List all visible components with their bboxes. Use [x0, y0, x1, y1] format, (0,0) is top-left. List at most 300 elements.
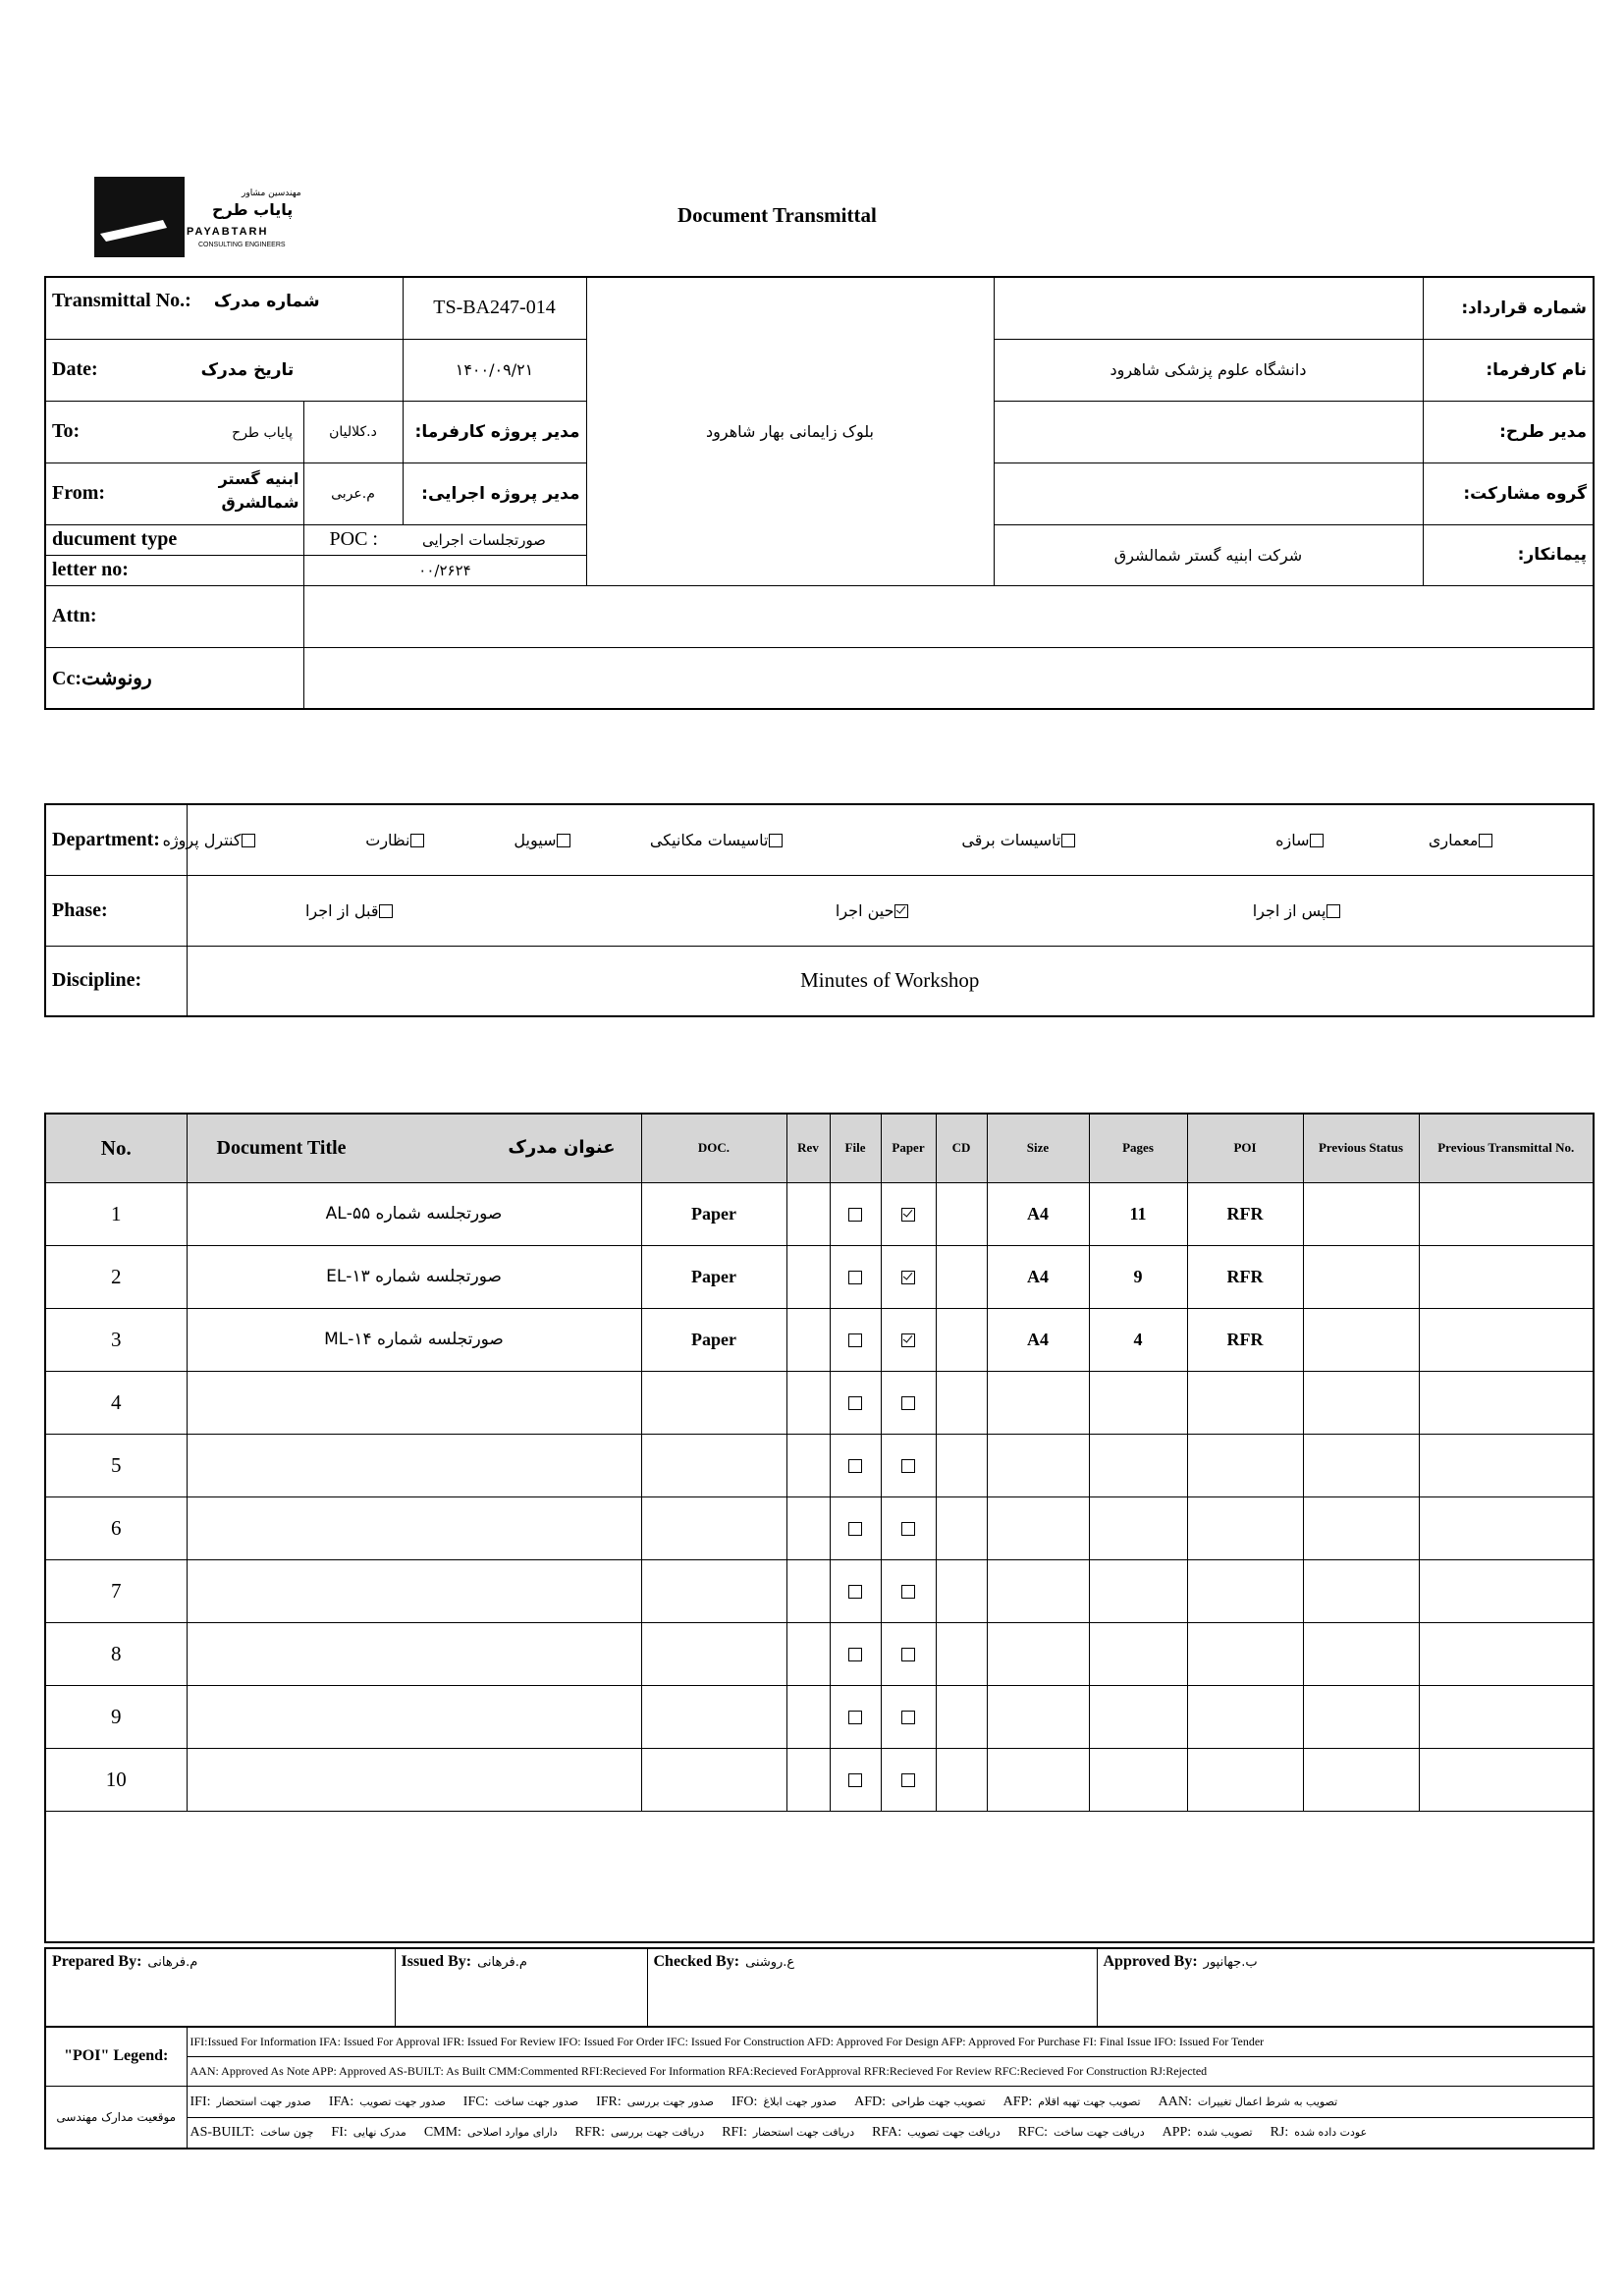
file-checkbox[interactable]: [848, 1333, 862, 1347]
row-no: 3: [45, 1308, 187, 1371]
legend-desc: صدور جهت بررسی: [626, 2095, 714, 2108]
row-paper: [881, 1245, 936, 1308]
row-size: [987, 1434, 1089, 1496]
legend-desc: تصویب جهت طراحی: [892, 2095, 986, 2108]
legend-code: RJ:: [1270, 2125, 1289, 2141]
row-cd: [936, 1748, 987, 1811]
legend-entry: [463, 2094, 578, 2108]
row-poi: RFR: [1187, 1182, 1303, 1245]
row-prev-transmittal: [1419, 1622, 1594, 1685]
legend-entry: [1018, 2124, 1145, 2139]
row-cd: [936, 1308, 987, 1371]
paper-checkbox[interactable]: [901, 1711, 915, 1724]
row-paper: [881, 1559, 936, 1622]
phase-option[interactable]: [1243, 899, 1340, 922]
row-prev-status: [1303, 1245, 1419, 1308]
row-title: صورتجلسه شماره ۵۵-AL: [187, 1182, 641, 1245]
col-file: File: [830, 1114, 881, 1182]
row-paper: [881, 1434, 936, 1496]
transmittal-no-value: TS-BA247-014: [403, 277, 586, 339]
row-prev-transmittal: [1419, 1182, 1594, 1245]
file-checkbox[interactable]: [848, 1271, 862, 1284]
legend-desc: تصویب به شرط اعمال تغییرات: [1197, 2095, 1338, 2108]
department-checkbox[interactable]: [769, 834, 783, 847]
paper-checkbox[interactable]: [901, 1271, 915, 1284]
row-poi: [1187, 1434, 1303, 1496]
legend-code: RFA:: [872, 2125, 902, 2141]
row-file: [830, 1245, 881, 1308]
legend-desc: صدور جهت ابلاغ: [763, 2095, 838, 2108]
department-option-label: سیویل: [514, 831, 557, 849]
to-label: To:: [52, 420, 81, 442]
to-person: د.کلالیان: [303, 401, 403, 462]
row-prev-status: [1303, 1371, 1419, 1434]
file-checkbox[interactable]: [848, 1396, 862, 1410]
legend-entry: [190, 2094, 311, 2108]
row-file: [830, 1685, 881, 1748]
row-title: [187, 1685, 641, 1748]
legend-code: APP:: [1162, 2125, 1192, 2141]
row-size: [987, 1371, 1089, 1434]
phase-label: Phase:: [45, 875, 187, 946]
from-cell: [45, 462, 303, 524]
row-prev-status: [1303, 1748, 1419, 1811]
row-doc: [641, 1748, 786, 1811]
date-fa-label: تاریخ مدرک: [200, 360, 295, 380]
col-title: [187, 1114, 641, 1182]
file-checkbox[interactable]: [848, 1459, 862, 1473]
discipline-label: Discipline:: [45, 946, 187, 1016]
to-company: پایاب طرح: [232, 425, 294, 441]
row-rev: [786, 1685, 830, 1748]
legend-entry: [331, 2124, 406, 2139]
logo-fa-line1: مهندسین مشاور: [242, 189, 301, 198]
signature-cell: [45, 1948, 395, 2027]
legend-entry: [854, 2094, 986, 2108]
row-rev: [786, 1559, 830, 1622]
row-pages: [1089, 1496, 1187, 1559]
col-prev-transmittal: Previous Transmittal No.: [1419, 1114, 1594, 1182]
row-cd: [936, 1434, 987, 1496]
row-no: 1: [45, 1182, 187, 1245]
row-prev-transmittal: [1419, 1308, 1594, 1371]
row-prev-transmittal: [1419, 1434, 1594, 1496]
signature-name: ع.روشنی: [745, 1955, 795, 1970]
file-checkbox[interactable]: [848, 1208, 862, 1222]
row-pages: [1089, 1559, 1187, 1622]
row-prev-status: [1303, 1308, 1419, 1371]
row-size: [987, 1748, 1089, 1811]
date-cell: [45, 339, 403, 401]
department-label: Department:: [45, 804, 187, 875]
department-option-label: سازه: [1275, 831, 1310, 849]
row-rev: [786, 1308, 830, 1371]
legend-code: RFR:: [574, 2125, 605, 2141]
signature-cell: [647, 1948, 1097, 2027]
row-rev: [786, 1371, 830, 1434]
table-row: [45, 1371, 1594, 1434]
row-poi: [1187, 1496, 1303, 1559]
legend-code: IFR:: [596, 2094, 622, 2109]
transmittal-no-label: Transmittal No.:: [52, 290, 191, 311]
signatures-table: [44, 1947, 1595, 2028]
row-file: [830, 1496, 881, 1559]
phase-option-label: قبل از اجرا: [304, 900, 379, 920]
partnership-label: گروه مشارکت:: [1423, 462, 1594, 524]
row-cd: [936, 1622, 987, 1685]
paper-checkbox[interactable]: [901, 1773, 915, 1787]
file-checkbox[interactable]: [848, 1585, 862, 1599]
row-no: 10: [45, 1748, 187, 1811]
row-pages: [1089, 1685, 1187, 1748]
row-poi: RFR: [1187, 1245, 1303, 1308]
row-pages: [1089, 1371, 1187, 1434]
department-checkbox[interactable]: [1479, 834, 1492, 847]
phase-option-label: پس از اجرا: [1252, 900, 1326, 920]
department-option-label: معماری: [1428, 831, 1479, 849]
row-poi: RFR: [1187, 1308, 1303, 1371]
legend-desc: تصویب شده: [1197, 2126, 1253, 2140]
signature-label: Prepared By:: [52, 1953, 142, 1970]
legend-code: IFI:: [189, 2094, 211, 2109]
row-pages: [1089, 1622, 1187, 1685]
exec-pm-label: مدیر پروژه اجرایی:: [403, 462, 586, 524]
phase-option[interactable]: [296, 899, 393, 922]
file-checkbox[interactable]: [848, 1522, 862, 1536]
poi-legend-table: [44, 2026, 1595, 2149]
row-no: 6: [45, 1496, 187, 1559]
classification-table: [44, 803, 1595, 1017]
letter-no-value: ۰۰/۲۶۲۴: [303, 555, 586, 585]
logo-mark-icon: [94, 177, 185, 257]
legend-desc: دریافت جهت تصویب: [907, 2126, 1001, 2140]
department-checkbox[interactable]: [557, 834, 570, 847]
department-checkbox[interactable]: [1061, 834, 1075, 847]
cc-value: [303, 647, 1594, 709]
row-paper: [881, 1182, 936, 1245]
legend-code: IFO:: [731, 2094, 758, 2109]
phase-checkbox[interactable]: [894, 904, 908, 918]
legend-code: RFC:: [1017, 2125, 1049, 2141]
paper-checkbox[interactable]: [901, 1333, 915, 1347]
col-poi: POI: [1187, 1114, 1303, 1182]
row-file: [830, 1748, 881, 1811]
row-rev: [786, 1622, 830, 1685]
row-cd: [936, 1496, 987, 1559]
row-prev-status: [1303, 1622, 1419, 1685]
paper-checkbox[interactable]: [901, 1522, 915, 1536]
partnership-value: [994, 462, 1423, 524]
signature-name: ب.جهانپور: [1203, 1955, 1258, 1970]
row-doc: Paper: [641, 1245, 786, 1308]
phase-option[interactable]: [826, 899, 908, 922]
row-cd: [936, 1559, 987, 1622]
legend-desc: چون ساخت: [260, 2126, 314, 2140]
from-person: م.عربی: [303, 462, 403, 524]
designer-label: مدیر طرح:: [1423, 401, 1594, 462]
row-title: [187, 1371, 641, 1434]
row-file: [830, 1622, 881, 1685]
page-title: Document Transmittal: [677, 203, 877, 227]
department-option[interactable]: [153, 829, 255, 851]
row-doc: [641, 1685, 786, 1748]
row-prev-status: [1303, 1496, 1419, 1559]
col-size: Size: [987, 1114, 1089, 1182]
department-option-label: کنترل پروژه: [162, 831, 242, 849]
date-value: ۱۴۰۰/۰۹/۲۱: [403, 339, 586, 401]
from-company: ابنیه گستر شمالشرق: [218, 468, 299, 512]
attn-label: Attn:: [45, 585, 303, 647]
legend-desc: دارای موارد اصلاحی: [466, 2126, 558, 2140]
legend-entry: [575, 2124, 705, 2139]
table-row: [45, 1496, 1594, 1559]
department-option[interactable]: [504, 829, 569, 851]
date-label: Date:: [52, 358, 98, 380]
row-rev: [786, 1182, 830, 1245]
col-no: No.: [45, 1114, 187, 1182]
row-no: 4: [45, 1371, 187, 1434]
row-size: [987, 1685, 1089, 1748]
row-prev-transmittal: [1419, 1748, 1594, 1811]
row-poi: [1187, 1559, 1303, 1622]
engineering-docs-status-label: موقعیت مدارک مهندسی: [45, 2086, 187, 2149]
project-name: بلوک زایمانی بهار شاهرود: [586, 277, 994, 585]
department-checkbox[interactable]: [242, 834, 255, 847]
row-doc: [641, 1496, 786, 1559]
contractor-value: شرکت ابنیه گستر شمالشرق: [994, 524, 1423, 585]
row-pages: 11: [1089, 1182, 1187, 1245]
company-logo: [94, 177, 320, 261]
table-row: [45, 1245, 1594, 1308]
client-label: نام کارفرما:: [1423, 339, 1594, 401]
row-poi: [1187, 1622, 1303, 1685]
legend-desc: دریافت جهت بررسی: [611, 2126, 705, 2140]
contract-no-value: [994, 277, 1423, 339]
signature-label: Approved By:: [1103, 1953, 1198, 1970]
department-option[interactable]: [1419, 829, 1492, 851]
row-rev: [786, 1496, 830, 1559]
paper-checkbox[interactable]: [901, 1648, 915, 1661]
contract-no-label: شماره قرارداد:: [1423, 277, 1594, 339]
row-paper: [881, 1748, 936, 1811]
department-option[interactable]: [355, 829, 423, 851]
row-prev-transmittal: [1419, 1245, 1594, 1308]
legend-entry: [731, 2094, 837, 2108]
legend-entry: [190, 2124, 314, 2139]
table-row: [45, 1559, 1594, 1622]
row-title: صورتجلسه شماره ۱۳-EL: [187, 1245, 641, 1308]
row-size: A4: [987, 1182, 1089, 1245]
legend-desc: عودت داده شده: [1294, 2126, 1368, 2140]
legend-entry: [329, 2094, 446, 2108]
row-title: [187, 1434, 641, 1496]
legend-entry: [722, 2124, 854, 2139]
table-row: [45, 1748, 1594, 1811]
legend-code: CMM:: [423, 2125, 461, 2141]
row-file: [830, 1308, 881, 1371]
row-rev: [786, 1748, 830, 1811]
row-size: [987, 1559, 1089, 1622]
row-pages: [1089, 1748, 1187, 1811]
legend-code: RFI:: [722, 2125, 747, 2141]
phase-options: [187, 875, 1594, 946]
col-doc: DOC.: [641, 1114, 786, 1182]
col-prev-status: Previous Status: [1303, 1114, 1419, 1182]
contractor-label: پیمانکار:: [1423, 524, 1594, 585]
paper-checkbox[interactable]: [901, 1585, 915, 1599]
paper-checkbox[interactable]: [901, 1396, 915, 1410]
legend-entry: [424, 2124, 558, 2139]
row-title: [187, 1748, 641, 1811]
row-file: [830, 1559, 881, 1622]
signature-name: م.فرهانی: [477, 1955, 527, 1970]
row-file: [830, 1434, 881, 1496]
poi-legend-line2: AAN: Approved As Note APP: Approved AS-BUILT: As Built CMM:Commented RFI:Recieved For Information RFA:Recieved ForApproval RFR:Recieved For Review RFC:Recieved For Construction RJ:Rejected: [187, 2056, 1594, 2086]
poi-legend-line1: IFI:Issued For Information IFA: Issued For Approval IFR: Issued For Review IFO: Issued For Order IFC: Issued For Construction AFD: Approved For Design AFP: Approved For Purchase FI: Final Issue IFO: Issued For Tender: [187, 2027, 1594, 2056]
department-option-label: تاسیسات برقی: [961, 831, 1061, 849]
row-size: [987, 1622, 1089, 1685]
table-row: [45, 1308, 1594, 1371]
phase-option-label: حین اجرا: [835, 900, 894, 920]
row-prev-transmittal: [1419, 1559, 1594, 1622]
legend-desc: دریافت جهت استحضار: [752, 2126, 855, 2140]
row-paper: [881, 1622, 936, 1685]
row-no: 7: [45, 1559, 187, 1622]
poi-legend-label: "POI" Legend:: [45, 2027, 187, 2086]
documents-table: [44, 1113, 1595, 1943]
row-no: 5: [45, 1434, 187, 1496]
row-poi: [1187, 1748, 1303, 1811]
phase-checkbox[interactable]: [379, 904, 393, 918]
logo-en-sub: CONSULTING ENGINEERS: [198, 242, 286, 248]
table-row: [45, 1622, 1594, 1685]
logo-en-name: PAYABTARH: [187, 226, 269, 238]
doc-type-value: POC :: [329, 528, 378, 550]
doc-type-cell: [303, 524, 586, 555]
row-prev-status: [1303, 1559, 1419, 1622]
row-prev-transmittal: [1419, 1685, 1594, 1748]
doc-type-label: ducument type: [45, 524, 303, 555]
col-title-en: Document Title: [216, 1136, 347, 1159]
row-title: [187, 1559, 641, 1622]
to-cell: [45, 401, 303, 462]
col-rev: Rev: [786, 1114, 830, 1182]
department-option-label: تاسیسات مکانیکی: [649, 831, 769, 849]
legend-entry: [872, 2124, 1001, 2139]
legend-desc: مدرک نهایی: [352, 2126, 406, 2140]
cc-label: Cc:رونوشت: [45, 647, 303, 709]
legend-fa-row1: [187, 2086, 1594, 2117]
col-cd: CD: [936, 1114, 987, 1182]
row-size: [987, 1496, 1089, 1559]
legend-desc: صدور جهت استحضار: [216, 2095, 311, 2108]
department-option[interactable]: [640, 829, 783, 851]
row-pages: [1089, 1434, 1187, 1496]
row-doc: [641, 1371, 786, 1434]
file-checkbox[interactable]: [848, 1711, 862, 1724]
discipline-value: Minutes of Workshop: [187, 946, 1594, 1016]
paper-checkbox[interactable]: [901, 1208, 915, 1222]
client-value: دانشگاه علوم پزشکی شاهرود: [994, 339, 1423, 401]
row-file: [830, 1182, 881, 1245]
attn-value: [303, 585, 1594, 647]
department-option-label: نظارت: [365, 831, 410, 849]
row-no: 9: [45, 1685, 187, 1748]
legend-code: IFC:: [462, 2094, 489, 2109]
legend-entry: [1003, 2094, 1141, 2108]
row-no: 8: [45, 1622, 187, 1685]
table-row: [45, 1182, 1594, 1245]
department-checkbox[interactable]: [1310, 834, 1324, 847]
row-prev-status: [1303, 1685, 1419, 1748]
legend-entry: [1159, 2094, 1338, 2108]
row-cd: [936, 1371, 987, 1434]
file-checkbox[interactable]: [848, 1773, 862, 1787]
department-options: [162, 804, 1594, 875]
row-poi: [1187, 1685, 1303, 1748]
row-rev: [786, 1434, 830, 1496]
file-checkbox[interactable]: [848, 1648, 862, 1661]
legend-code: FI:: [331, 2125, 348, 2141]
paper-checkbox[interactable]: [901, 1459, 915, 1473]
row-cd: [936, 1685, 987, 1748]
row-prev-transmittal: [1419, 1496, 1594, 1559]
documents-notes-area: [45, 1811, 1594, 1942]
legend-code: AAN:: [1158, 2094, 1192, 2109]
row-doc: [641, 1559, 786, 1622]
doc-type-fa: صورتجلسات اجرایی: [421, 531, 546, 549]
letter-no-label: letter no:: [45, 555, 303, 585]
row-pages: 4: [1089, 1308, 1187, 1371]
col-title-fa: عنوان مدرک: [508, 1136, 616, 1158]
col-paper: Paper: [881, 1114, 936, 1182]
row-no: 2: [45, 1245, 187, 1308]
logo-fa-name: پایاب طرح: [212, 200, 294, 219]
department-option[interactable]: [951, 829, 1074, 851]
row-rev: [786, 1245, 830, 1308]
legend-desc: صدور جهت تصویب: [359, 2095, 446, 2108]
transmittal-no-cell: [45, 277, 403, 339]
row-doc: Paper: [641, 1182, 786, 1245]
legend-entry: [1163, 2124, 1253, 2139]
legend-desc: تصویب جهت تهیه اقلام: [1038, 2095, 1141, 2108]
legend-code: AS-BUILT:: [189, 2125, 255, 2141]
department-option[interactable]: [1266, 829, 1323, 851]
row-poi: [1187, 1371, 1303, 1434]
row-doc: Paper: [641, 1308, 786, 1371]
department-checkbox[interactable]: [410, 834, 424, 847]
transmittal-no-fa-label: شماره مدرک: [213, 292, 320, 311]
signature-cell: [1097, 1948, 1594, 2027]
signature-label: Checked By:: [653, 1953, 740, 1970]
from-label: From:: [52, 482, 106, 504]
legend-code: AFD:: [854, 2094, 886, 2109]
legend-code: IFA:: [328, 2094, 354, 2109]
row-size: A4: [987, 1245, 1089, 1308]
row-paper: [881, 1371, 936, 1434]
legend-code: AFP:: [1002, 2094, 1033, 2109]
row-prev-transmittal: [1419, 1371, 1594, 1434]
row-cd: [936, 1245, 987, 1308]
row-cd: [936, 1182, 987, 1245]
signature-name: م.فرهانی: [147, 1955, 198, 1970]
row-paper: [881, 1308, 936, 1371]
legend-desc: دریافت جهت ساخت: [1054, 2126, 1145, 2140]
client-pm-label: مدیر پروژه کارفرما:: [403, 401, 586, 462]
table-row: [45, 1434, 1594, 1496]
phase-checkbox[interactable]: [1326, 904, 1340, 918]
row-file: [830, 1371, 881, 1434]
